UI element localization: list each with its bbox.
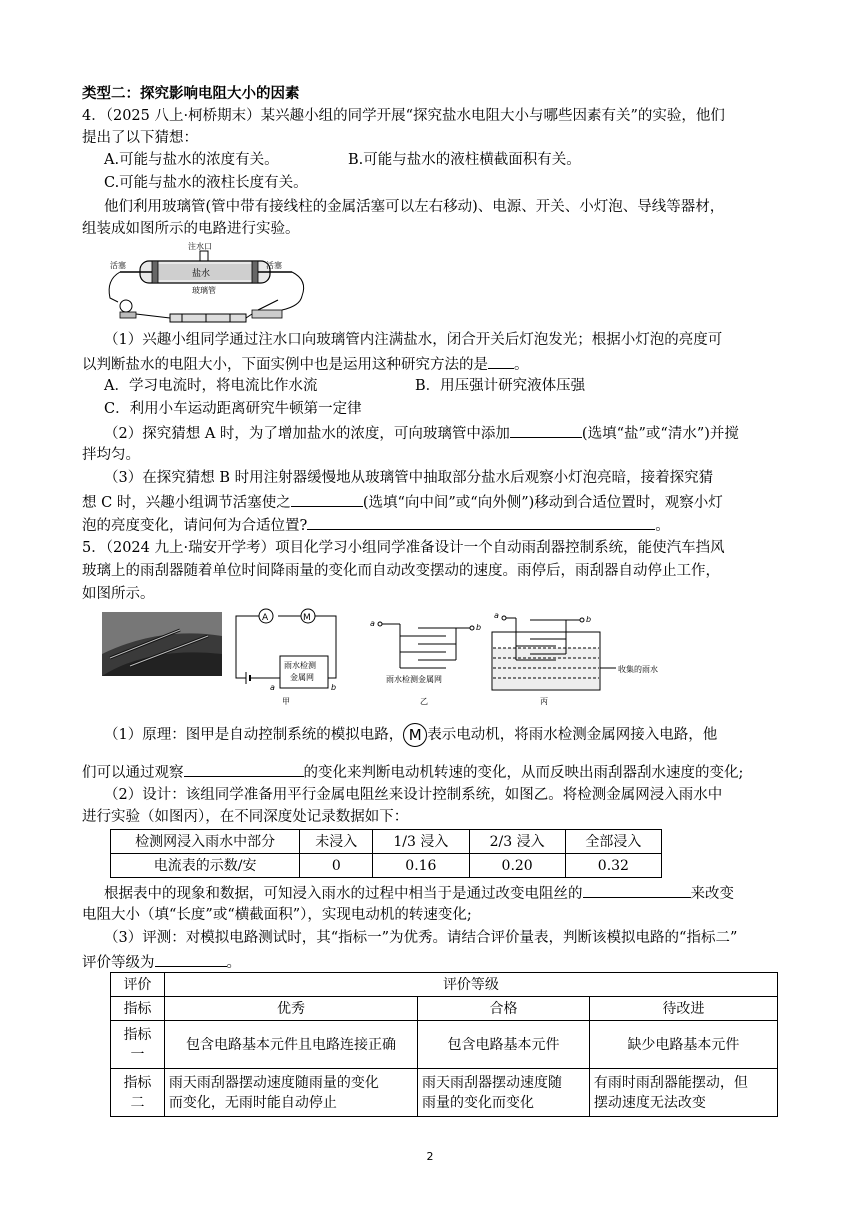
svg-text:b: b (331, 683, 337, 692)
table-cell: 指标 一 (111, 1021, 165, 1069)
table-header-cell: 2/3 浸入 (469, 830, 565, 854)
svg-text:M: M (303, 613, 311, 623)
table-cell: 雨天雨刮器摆动速度随雨量的变化 而变化，无雨时能自动停止 (164, 1069, 417, 1117)
circuit-jia (236, 609, 336, 706)
q4-part3-position-blank[interactable] (307, 513, 655, 530)
svg-text:丙: 丙 (540, 697, 548, 706)
table-header-cell: 未浸入 (300, 830, 373, 854)
q4-part1-line-b: 以判断盐水的电阻大小，下面实例中也是运用这种研究方法的是 。 (82, 352, 782, 376)
q4-option-b: B.可能与盐水的液柱横截面积有关。 (348, 152, 581, 168)
q5-part1-answer-blank[interactable] (184, 760, 304, 777)
table-cell: 指标 二 (111, 1069, 165, 1117)
svg-text:b: b (586, 615, 592, 624)
svg-text:金属网: 金属网 (290, 673, 314, 682)
q4-line-2: 提出了以下猜想： (82, 130, 198, 146)
q4-part3-line-c: 泡的亮度变化，请问何为合适位置? 。 (82, 513, 782, 537)
q5-part3-line-b: 评价等级为 。 (82, 950, 782, 974)
q5-part1-line-a: （1）原理：图甲是自动控制系统的模拟电路， M 表示电动机，将雨水检测金属网接入电路，他 (104, 723, 804, 747)
saltwater-label: 盐水 (192, 269, 211, 279)
table-row (111, 997, 778, 1021)
q5-part2-line-d: 电阻大小（填“长度”或“横截面积”），实现电动机的转速变化; (82, 907, 472, 923)
table-header-cell: 优秀 (164, 997, 417, 1021)
svg-text:A: A (262, 613, 269, 623)
piston-left-label: 活塞 (110, 261, 126, 270)
table-cell: 包含电路基本元件且电路连接正确 (164, 1021, 417, 1069)
q5-part2-line-c: 根据表中的现象和数据，可知浸入雨水的过程中相当于是通过改变电阻丝的 来改变 (104, 881, 804, 905)
q5-line-3: 如图所示。 (82, 586, 155, 602)
q5-part3-line-a: （3）评测：对模拟电路测试时，其“指标一”为优秀。请结合评价量表，判断该模拟电路的“指标二” (104, 930, 738, 946)
q4-line-3: 他们利用玻璃管(管中带有接线柱的金属活塞可以左右移动)、电源、开关、小灯泡、导线等器材， (104, 199, 725, 215)
wiper-figures (100, 606, 690, 708)
mesh-figure-yi (370, 619, 481, 706)
q4-part1-answer-blank[interactable] (488, 352, 514, 369)
table-cell: 0.20 (469, 854, 565, 878)
glass-tube-label: 玻璃管 (192, 286, 216, 295)
bulb-icon (120, 300, 132, 312)
table-cell: 0.16 (373, 854, 469, 878)
table-cell: 有雨时雨刮器能摆动，但 摆动速度无法改变 (589, 1069, 777, 1117)
table-header-cell: 检测网浸入雨水中部分 (111, 830, 300, 854)
q4-part1-option-c: C．利用小车运动距离研究牛顿第一定律 (104, 401, 362, 417)
q5-line-1: 5．（2024 九上·瑞安开学考）项目化学习小组同学准备设计一个自动雨刮器控制系统，能使汽车挡风 (82, 540, 725, 556)
table-row (111, 854, 662, 878)
q4-part2-line-b: 拌均匀。 (82, 447, 140, 463)
table-header-cell: 评价 (111, 973, 165, 997)
evaluation-table (110, 972, 778, 1117)
q4-part3-line-a: （3）在探究猜想 B 时用注射器缓慢地从玻璃管中抽取部分盐水后观察小灯泡亮暗，接着探究猜 (104, 470, 714, 486)
q4-part3-line-b: 想 C 时，兴趣小组调节活塞使之 (选填“向中间”或“向外侧”)移动到合适位置时，观察小灯 (82, 490, 782, 514)
battery-icon (170, 314, 246, 322)
mesh-figure-bing (492, 611, 658, 706)
svg-text:雨水检测金属网: 雨水检测金属网 (386, 675, 442, 684)
motor-symbol-icon: M (403, 723, 427, 747)
table-header-cell: 合格 (418, 997, 590, 1021)
current-data-table (110, 829, 662, 878)
svg-text:收集的雨水: 收集的雨水 (618, 665, 658, 674)
svg-text:乙: 乙 (420, 697, 428, 706)
table-row (111, 1069, 778, 1117)
table-cell: 0.32 (565, 854, 661, 878)
svg-text:a: a (494, 611, 499, 620)
table-cell: 0 (300, 854, 373, 878)
q4-part2-line-a: （2）探究猜想 A 时，为了增加盐水的浓度，可向玻璃管中添加 (选填“盐”或“清水”)并搅 (104, 421, 804, 445)
table-row (111, 830, 662, 854)
table-header-cell: 评价等级 (164, 973, 777, 997)
q4-line-4: 组装成如图所示的电路进行实验。 (82, 221, 300, 237)
table-row (111, 1021, 778, 1069)
table-cell: 电流表的示数/安 (111, 854, 300, 878)
table-cell: 雨天雨刮器摆动速度随 雨量的变化而变化 (418, 1069, 590, 1117)
svg-text:雨水检测: 雨水检测 (284, 661, 316, 670)
page-number: 2 (426, 1150, 434, 1163)
q4-part1-option-a: A．学习电流时，将电流比作水流 (104, 378, 318, 394)
table-header-cell: 指标 (111, 997, 165, 1021)
table-cell: 缺少电路基本元件 (589, 1021, 777, 1069)
q4-part3-direction-blank[interactable] (291, 490, 363, 507)
table-header-cell: 全部浸入 (565, 830, 661, 854)
table-cell: 包含电路基本元件 (418, 1021, 590, 1069)
piston-right-label: 活塞 (266, 261, 282, 270)
q4-part2-answer-blank[interactable] (510, 421, 582, 438)
svg-text:a: a (270, 683, 275, 692)
q5-part3-answer-blank[interactable] (155, 950, 227, 967)
q5-part1-line-b: 们可以通过观察 的变化来判断电动机转速的变化，从而反映出雨刮器刮水速度的变化; (82, 760, 782, 784)
q4-option-c: C.可能与盐水的液柱长度有关。 (104, 175, 308, 191)
q5-part2-answer-blank[interactable] (583, 881, 691, 898)
table-header-cell: 待改进 (589, 997, 777, 1021)
q4-option-a: A.可能与盐水的浓度有关。 (104, 152, 279, 168)
q5-line-2: 玻璃上的雨刮器随着单位时间降雨量的变化而自动改变摆动的速度。雨停后，雨刮器自动停止工作， (82, 563, 720, 579)
section-title: 类型二：探究影响电阻大小的因素 (82, 86, 300, 102)
q4-line-1: 4．（2025 八上·柯桥期末）某兴趣小组的同学开展“探究盐水电阻大小与哪些因素有关”的实验，他们 (82, 108, 725, 124)
inlet-label: 注水口 (188, 242, 212, 251)
glass-tube-circuit-figure (96, 240, 316, 326)
svg-text:a: a (370, 619, 375, 628)
q5-part2-line-b: 进行实验（如图丙），在不同深度处记录数据如下： (82, 809, 409, 825)
table-header-cell: 1/3 浸入 (373, 830, 469, 854)
q4-part1-option-b: B．用压强计研究液体压强 (415, 378, 586, 394)
svg-text:b: b (476, 623, 482, 632)
q4-part1-line-a: （1）兴趣小组同学通过注水口向玻璃管内注满盐水，闭合开关后灯泡发光；根据小灯泡的亮度可 (104, 332, 723, 348)
svg-text:甲: 甲 (282, 697, 290, 706)
car-wiper-photo (102, 612, 222, 676)
q5-part2-line-a: （2）设计：该组同学准备用平行金属电阻丝来设计控制系统，如图乙。将检测金属网浸入雨水中 (104, 787, 723, 803)
table-row (111, 973, 778, 997)
switch-icon (252, 310, 282, 318)
